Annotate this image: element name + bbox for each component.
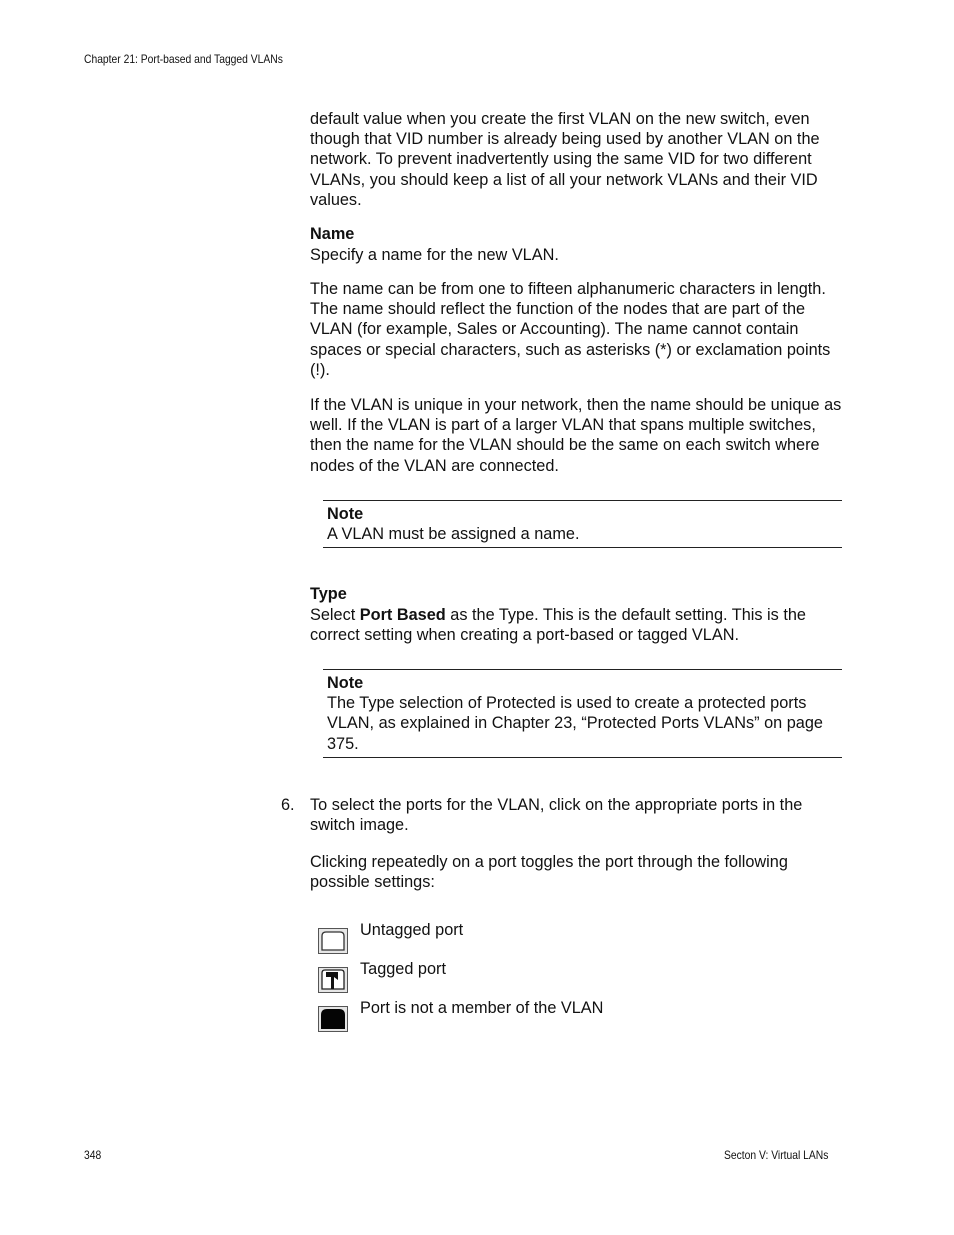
type-port-based: Port Based — [359, 606, 446, 624]
footer-section: Secton V: Virtual LANs — [724, 1148, 829, 1162]
type-prefix: Select — [310, 606, 360, 624]
type-suffix: as the Type. This is the default setting. This is the correct setting when creating a port-based or tagged VLAN. — [310, 606, 806, 645]
type-heading: Type — [310, 585, 347, 603]
untagged-port-icon — [318, 928, 348, 954]
note-title: Note — [327, 674, 364, 692]
legend-non-member-label: Port is not a member of the VLAN — [360, 999, 604, 1017]
name-unique-paragraph: If the VLAN is unique in your network, then the name should be unique as well. If the VLAN is part of a larger VLAN that spans multiple switches, then the name for the VLAN should be the same on each switch where nodes of the VLAN are connected. — [310, 396, 842, 475]
non-member-port-icon — [318, 1006, 348, 1032]
step-followup: Clicking repeatedly on a port toggles the port through the following possible settings: — [310, 853, 788, 892]
step-number: 6. — [281, 796, 295, 814]
step-text: To select the ports for the VLAN, click on the appropriate ports in the switch image. — [310, 796, 803, 835]
page-number: 348 — [84, 1148, 102, 1162]
running-header: Chapter 21: Port-based and Tagged VLANs — [84, 52, 283, 66]
name-heading: Name — [310, 225, 355, 243]
note-name-required — [323, 500, 842, 548]
legend-tagged-label: Tagged port — [360, 960, 446, 978]
name-instruction: Specify a name for the new VLAN. — [310, 246, 559, 264]
note-protected-type — [323, 669, 842, 758]
note-text: A VLAN must be assigned a name. — [327, 525, 580, 544]
tagged-port-icon — [318, 967, 348, 993]
intro-paragraph: default value when you create the first VLAN on the new switch, even though that VID number is already being used by another VLAN on the network. To prevent inadvertently using the same VID for two different VLANs, you should keep a list of all your network VLANs and their VID values. — [310, 110, 820, 209]
note-text: The Type selection of Protected is used to create a protected ports VLAN, as explained in Chapter 23, “Protected Ports VLANs” on page 375. — [327, 694, 823, 753]
note-title: Note — [327, 505, 364, 523]
legend-untagged-label: Untagged port — [360, 921, 464, 939]
type-paragraph — [310, 605, 850, 645]
name-rules-paragraph: The name can be from one to fifteen alphanumeric characters in length. The name should reflect the function of the nodes that are part of the VLAN (for example, Sales or Accounting). The name cannot contain spaces or special characters, such as asterisks (*) or exclamation points (!). — [310, 280, 831, 379]
